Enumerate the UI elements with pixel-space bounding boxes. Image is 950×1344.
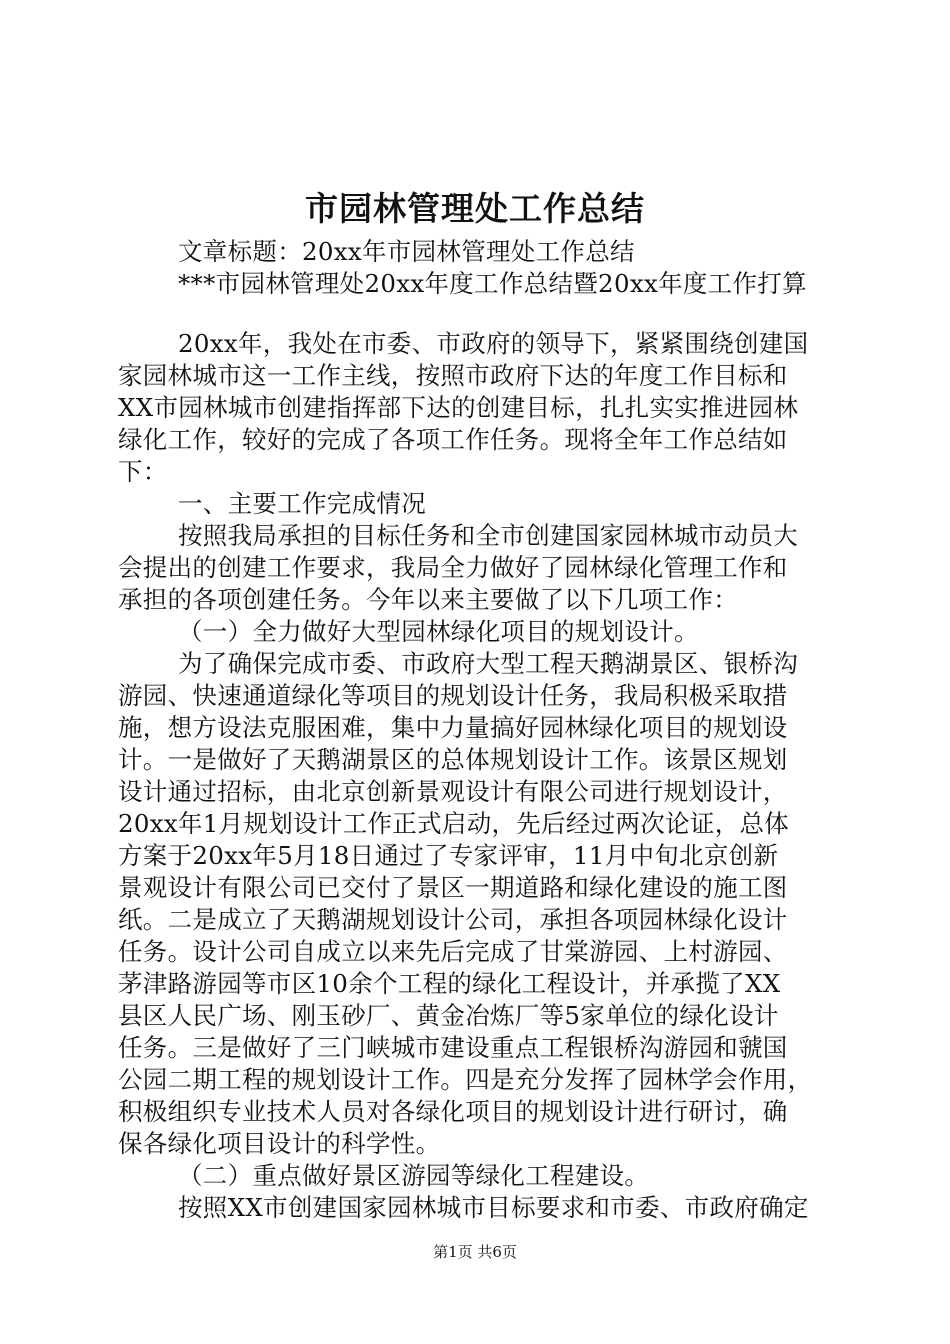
body-line: 20xx年1月规划设计工作正式启动，先后经过两次论证，总体 xyxy=(118,809,790,838)
article-title-line: 文章标题：20xx年市园林管理处工作总结 xyxy=(178,237,635,266)
body-line: 计。一是做好了天鹅湖景区的总体规划设计工作。该景区规划 xyxy=(118,745,788,774)
body-line: XX市园林城市创建指挥部下达的创建目标，扎扎实实推进园林 xyxy=(118,393,799,422)
body-line: 家园林城市这一工作主线，按照市政府下达的年度工作目标和 xyxy=(118,361,788,390)
body-line: 设计通过招标，由北京创新景观设计有限公司进行规划设计， xyxy=(118,777,788,806)
body-line: 承担的各项创建任务。今年以来主要做了以下几项工作： xyxy=(118,585,738,614)
page-footer: 第1页 共6页 xyxy=(433,1243,517,1261)
body-line: 方案于20xx年5月18日通过了专家评审，11月中旬北京创新 xyxy=(118,841,779,870)
body-line: 按照我局承担的目标任务和全市创建国家园林城市动员大 xyxy=(178,521,798,550)
body-line: 任务。三是做好了三门峡城市建设重点工程银桥沟游园和虢国 xyxy=(118,1033,788,1062)
body-line: 任务。设计公司自成立以来先后完成了甘棠游园、上村游园、 xyxy=(118,937,788,966)
body-line: 茅津路游园等市区10余个工程的绿化工程设计，并承揽了XX xyxy=(118,969,781,998)
section-heading: 一、主要工作完成情况 xyxy=(178,489,426,518)
body-line: 下： xyxy=(118,457,168,486)
body-line: 绿化工作，较好的完成了各项工作任务。现将全年工作总结如 xyxy=(118,425,788,454)
body-line: 景观设计有限公司已交付了景区一期道路和绿化建设的施工图 xyxy=(118,873,788,902)
body-line: 县区人民广场、刚玉砂厂、黄金冶炼厂等5家单位的绿化设计 xyxy=(118,1001,779,1030)
body-line: 积极组织专业技术人员对各绿化项目的规划设计进行研讨，确 xyxy=(118,1097,788,1126)
body-line: 20xx年，我处在市委、市政府的领导下，紧紧围绕创建国 xyxy=(178,329,809,358)
body-line: 保各绿化项目设计的科学性。 xyxy=(118,1129,441,1158)
body-line: 按照XX市创建国家园林城市目标要求和市委、市政府确定 xyxy=(178,1193,809,1222)
body-line: 游园、快速通道绿化等项目的规划设计任务，我局积极采取措 xyxy=(118,681,788,710)
document-title: 市园林管理处工作总结 xyxy=(305,189,645,228)
subsection-heading: （二）重点做好景区游园等绿化工程建设。 xyxy=(178,1161,650,1190)
body-line: 为了确保完成市委、市政府大型工程天鹅湖景区、银桥沟 xyxy=(178,649,798,678)
body-line: 会提出的创建工作要求，我局全力做好了园林绿化管理工作和 xyxy=(118,553,788,582)
body-line: 施，想方设法克服困难，集中力量搞好园林绿化项目的规划设 xyxy=(118,713,788,742)
subtitle-line: ***市园林管理处20xx年度工作总结暨20xx年度工作打算 xyxy=(178,269,807,298)
body-line: 公园二期工程的规划设计工作。四是充分发挥了园林学会作用， xyxy=(118,1065,813,1094)
body-line: 纸。二是成立了天鹅湖规划设计公司，承担各项园林绿化设计 xyxy=(118,905,788,934)
subsection-heading: （一）全力做好大型园林绿化项目的规划设计。 xyxy=(178,617,699,646)
